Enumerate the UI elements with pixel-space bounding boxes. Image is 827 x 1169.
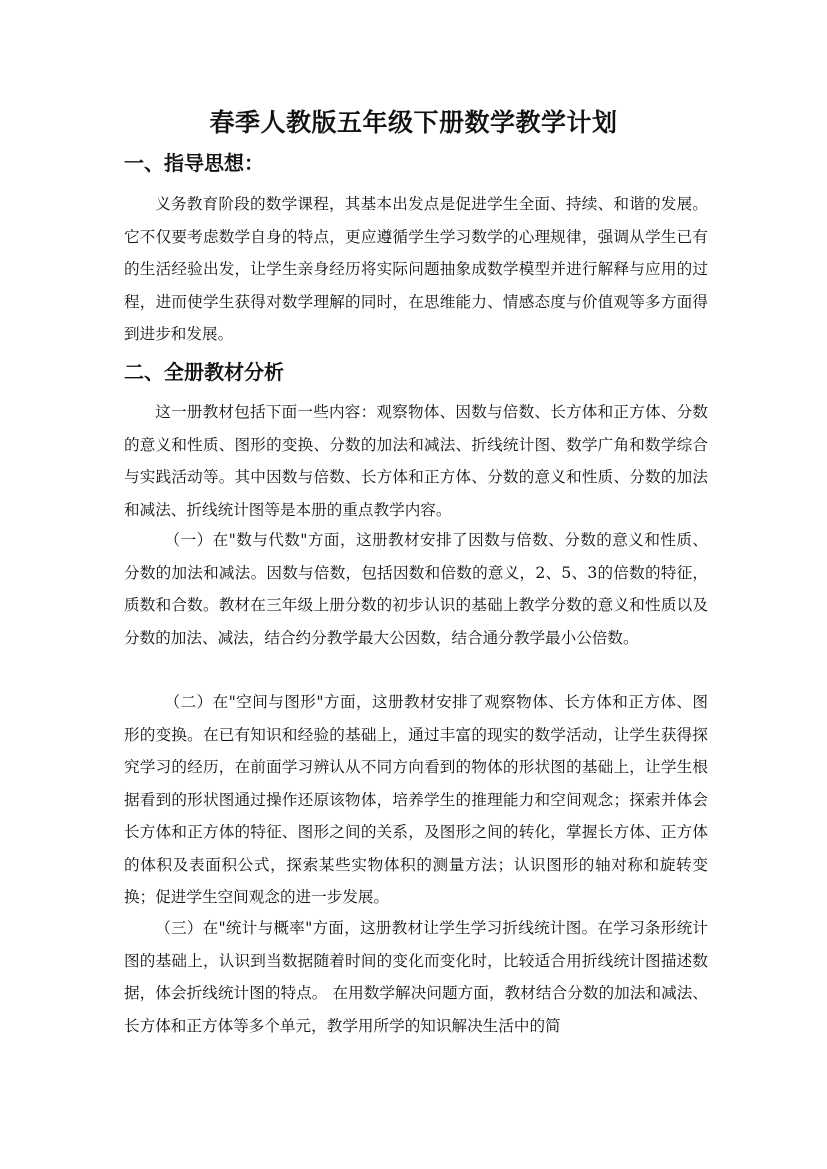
section-heading-textbook-analysis: 二、全册教材分析 <box>124 360 284 384</box>
paragraph-statistics-probability: （三）在"统计与概率"方面，这册教材让学生学习折线统计图。在学习条形统计图的基础上，认识到当数据随着时间的变化而变化时，比较适合用折线统计图描述数据，体会折线统计图的特点。 在用数学解决问题方面，教材结合分数的加法和减法、长方体和正方体等多个单元，教学用所学的知识解决生活中的简 <box>124 919 708 1035</box>
section-heading-guiding-ideology: 一、指导思想： <box>124 151 264 175</box>
paragraph-textbook-contents: 这一册教材包括下面一些内容：观察物体、因数与倍数、长方体和正方体、分数的意义和性质、图形的变换、分数的加法和减法、折线统计图、数学广角和数学综合与实践活动等。其中因数与倍数、长方体和正方体、分数的意义和性质、分数的加法和减法、折线统计图等是本册的重点教学内容。 <box>124 403 708 519</box>
document-title: 春季人教版五年级下册数学教学计划 <box>209 108 618 137</box>
paragraph-space-geometry: （二）在"空间与图形"方面，这册教材安排了观察物体、长方体和正方体、图形的变换。在已有知识和经验的基础上，通过丰富的现实的数学活动，让学生获得探究学习的经历，在前面学习辨认从不同方向看到的物体的形状图的基础上，让学生根据看到的形状图通过操作还原该物体，培养学生的推理能力和空间观念；探索并体会长方体和正方体的特征、图形之间的关系，及图形之间的转化，掌握长方体、正方体的体积及表面积公式，探索某些实物体积的测量方法；认识图形的轴对称和旋转变换；促进学生空间观念的进一步发展。 <box>124 693 708 906</box>
paragraph-numbers-algebra: （一）在"数与代数"方面，这册教材安排了因数与倍数、分数的意义和性质、分数的加法和减法。因数与倍数，包括因数和倍数的意义，2、5、3的倍数的特征，质数和合数。教材在三年级上册分数的初步认识的基础上教学分数的意义和性质以及分数的加法、减法，结合约分教学最大公因数，结合通分教学最小公倍数。 <box>124 531 708 647</box>
paragraph-guiding-ideology: 义务教育阶段的数学课程，其基本出发点是促进学生全面、持续、和谐的发展。它不仅要考虑数学自身的特点，更应遵循学生学习数学的心理规律，强调从学生已有的生活经验出发，让学生亲身经历将实际问题抽象成数学模型并进行解释与应用的过程，进而使学生获得对数学理解的同时，在思维能力、情感态度与价值观等多方面得到进步和发展。 <box>124 195 708 343</box>
